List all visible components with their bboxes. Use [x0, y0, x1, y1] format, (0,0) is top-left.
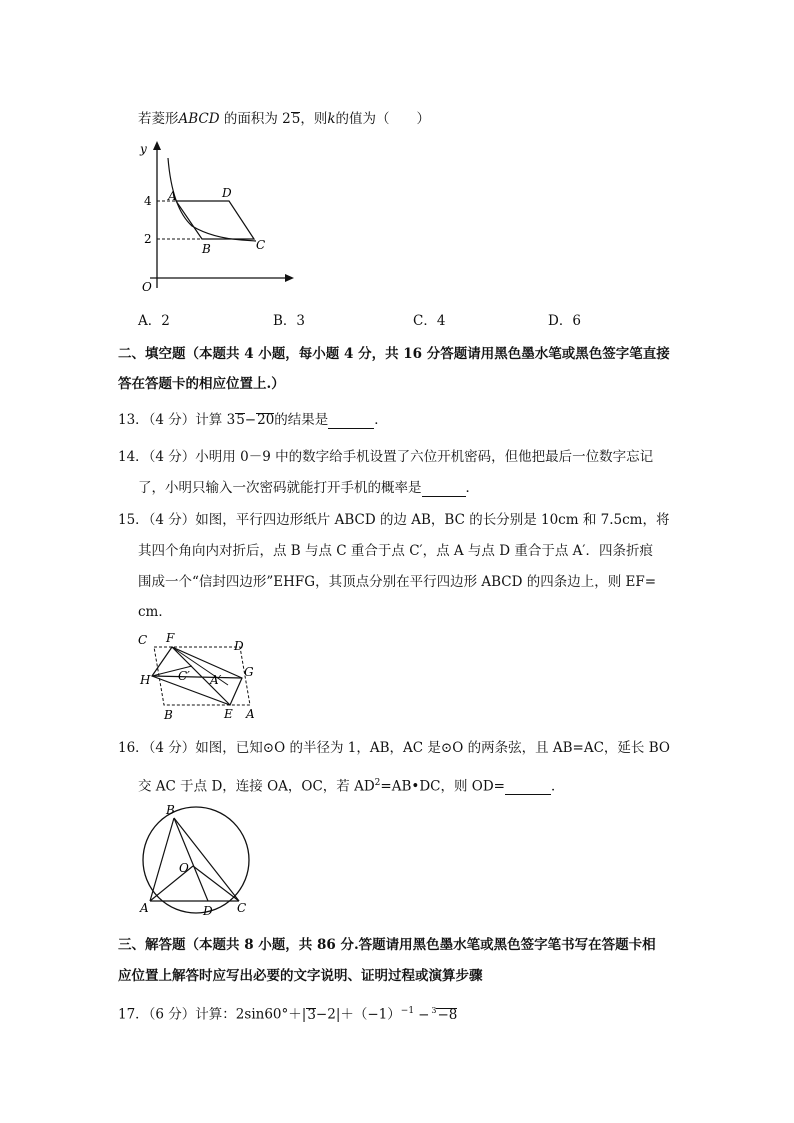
section3-heading-cont: 应位置上解答时应写出必要的文字说明、证明过程或演算步骤	[118, 968, 483, 984]
option-c: C．4	[413, 313, 446, 329]
question-14: 14．（4 分）小明用 0－9 中的数字给手机设置了六位开机密码，但他把最后一位数字忘记	[118, 449, 654, 465]
q12-figure	[132, 138, 297, 298]
question-15-line3: 围成一个“信封四边形”EHFG，其顶点分别在平行四边形 ABCD 的四条边上，则 EF=	[138, 574, 657, 590]
fig-label-o: O	[142, 280, 152, 294]
section2-heading: 二、填空题（本题共 4 小题，每小题 4 分，共 16 分答题请用黑色墨水笔或黑色签字笔直接	[118, 346, 670, 362]
question-14-cont: 了，小明只输入一次密码就能打开手机的概率是 ．	[138, 480, 479, 496]
fig15-label-h: H	[140, 673, 151, 687]
fig-label-d: D	[222, 186, 232, 200]
fig-tick-2: 2	[144, 232, 152, 246]
option-a: A．2	[138, 313, 170, 329]
fig16-label-c: C	[237, 901, 247, 915]
fig16-label-d: D	[203, 904, 213, 918]
fig16-label-o: O	[179, 861, 189, 875]
fig-tick-4: 4	[144, 194, 152, 208]
fig15-label-cp: C′	[178, 669, 190, 683]
q16-figure	[136, 800, 256, 920]
fig15-label-g: G	[244, 665, 254, 679]
q15-figure	[136, 630, 266, 722]
question-16-cont: 交 AC 于点 D，连接 OA，OC，若 $AD^2=AB•DC$，则 OD= ．	[138, 778, 565, 795]
question-17: 17．（6 分）计算：$2\sin 60^\circ+|3-2|+(-1)^{-1} - ^3-8$	[118, 1006, 458, 1023]
fig-label-b: B	[202, 242, 211, 256]
option-b: B．3	[273, 313, 306, 329]
fig15-label-f: F	[166, 631, 175, 645]
fig15-label-e: E	[224, 707, 233, 721]
section2-heading-cont: 答在答题卡的相应位置上.）	[118, 376, 285, 392]
question-15: 15．（4 分）如图，平行四边形纸片 ABCD 的边 AB，BC 的长分别是 10cm 和 7.5cm，将	[118, 512, 670, 528]
q12-stem: 若菱形ABCD 的面积为 25，则k的值为（ ）	[138, 111, 431, 127]
question-15-line2: 其四个角向内对折后，点 B 与点 C 重合于点 C′，点 A 与点 D 重合于点 A′．四条折痕	[138, 543, 653, 559]
fig16-label-b: B	[166, 803, 175, 817]
fig15-label-c: C	[138, 633, 148, 647]
fig15-label-a: A	[246, 707, 255, 721]
question-13: 13．（4 分）计算 35−20的结果是 ．	[118, 412, 388, 428]
question-15-line4: cm．	[138, 604, 172, 620]
fig-label-y: y	[140, 142, 147, 156]
fig-label-a: A	[168, 189, 177, 203]
fig16-label-a: A	[140, 901, 149, 915]
fig15-label-d: D	[234, 639, 244, 653]
question-16: 16．（4 分）如图，已知⊙O 的半径为 1，AB，AC 是⊙O 的两条弦，且 AB=AC，延长 BO	[118, 740, 670, 756]
fig-label-c: C	[256, 238, 266, 252]
fig15-label-b: B	[164, 708, 173, 722]
option-d: D．6	[548, 313, 581, 329]
fig15-label-ap: A′	[210, 673, 222, 687]
section3-heading: 三、解答题（本题共 8 小题，共 86 分.答题请用黑色墨水笔或黑色签字笔书写在答题卡相	[118, 937, 656, 953]
